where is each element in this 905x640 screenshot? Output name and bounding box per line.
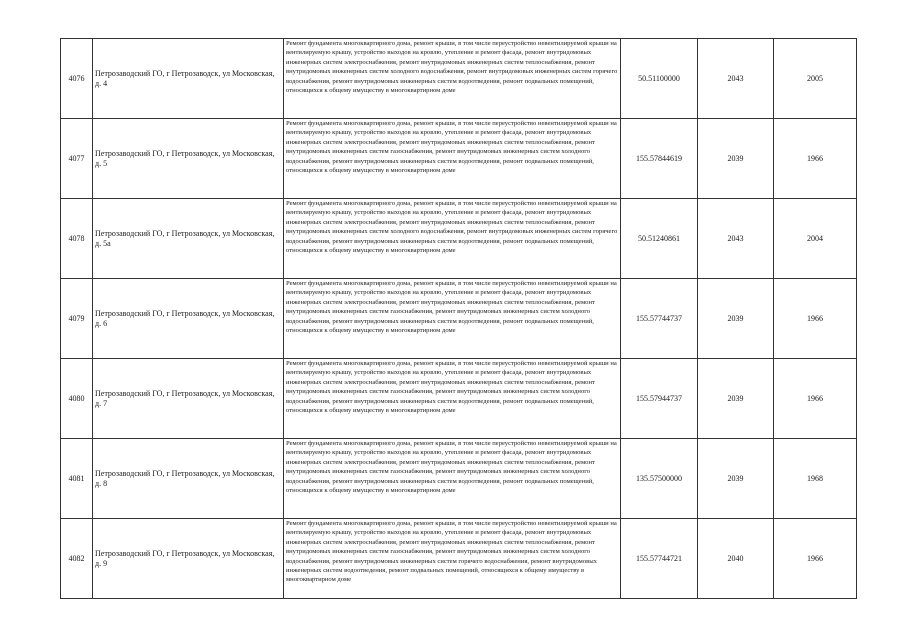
row-plan-year: 2039 (698, 359, 774, 439)
row-number: 4081 (61, 439, 93, 519)
table-row (61, 439, 857, 519)
row-number: 4080 (61, 359, 93, 439)
table-body (61, 39, 857, 599)
table-row (61, 39, 857, 119)
row-cost: 155.57744721 (621, 519, 698, 599)
row-address: Петрозаводский ГО, г Петрозаводск, ул Московская, д. 9 (93, 519, 284, 599)
row-built-year: 1966 (774, 359, 857, 439)
row-address: Петрозаводский ГО, г Петрозаводск, ул Московская, д. 4 (93, 39, 284, 119)
row-cost: 50.51240861 (621, 199, 698, 279)
row-built-year: 1966 (774, 519, 857, 599)
row-cost: 155.57844619 (621, 119, 698, 199)
row-cost: 135.57500000 (621, 439, 698, 519)
row-built-year: 2004 (774, 199, 857, 279)
row-plan-year: 2039 (698, 439, 774, 519)
row-cost: 50.51100000 (621, 39, 698, 119)
row-works: Ремонт фундамента многоквартирного дома, ремонт крыши, в том числе переустройство невентилируемой крыши на вентилируемую крышу, устройство выходов на кровлю, утепление и ремонт фасада, ремонт внутридомовых инженерных систем электроснабжения, ремонт внутридомовых инженерных систем теплоснабжения, ремонт внутридомовых инженерных систем газоснабжения, ремонт внутридомовых инженерных систем холодного водоснабжения, ремонт внутридомовых инженерных систем водоотведения, ремонт подвальных помещений, относящихся к общему имуществу в многоквартирном доме (284, 439, 621, 519)
row-number: 4079 (61, 279, 93, 359)
row-cost: 155.57944737 (621, 359, 698, 439)
row-number: 4077 (61, 119, 93, 199)
row-built-year: 1966 (774, 279, 857, 359)
row-number: 4078 (61, 199, 93, 279)
table-row (61, 519, 857, 599)
row-address: Петрозаводский ГО, г Петрозаводск, ул Московская, д. 5 (93, 119, 284, 199)
row-address: Петрозаводский ГО, г Петрозаводск, ул Московская, д. 5а (93, 199, 284, 279)
row-address: Петрозаводский ГО, г Петрозаводск, ул Московская, д. 7 (93, 359, 284, 439)
row-address: Петрозаводский ГО, г Петрозаводск, ул Московская, д. 8 (93, 439, 284, 519)
table-row (61, 279, 857, 359)
row-plan-year: 2043 (698, 199, 774, 279)
table-row (61, 199, 857, 279)
row-works: Ремонт фундамента многоквартирного дома, ремонт крыши, в том числе переустройство невентилируемой крыши на вентилируемую крышу, устройство выходов на кровлю, утепление и ремонт фасада, ремонт внутридомовых инженерных систем электроснабжения, ремонт внутридомовых инженерных систем теплоснабжения, ремонт внутридомовых инженерных систем газоснабжения, ремонт внутридомовых инженерных систем холодного водоснабжения, ремонт внутридомовых инженерных систем водоотведения, ремонт подвальных помещений, относящихся к общему имуществу в многоквартирном доме (284, 359, 621, 439)
row-number: 4076 (61, 39, 93, 119)
row-plan-year: 2043 (698, 39, 774, 119)
table-row (61, 119, 857, 199)
row-address: Петрозаводский ГО, г Петрозаводск, ул Московская, д. 6 (93, 279, 284, 359)
row-works: Ремонт фундамента многоквартирного дома, ремонт крыши, в том числе переустройство невентилируемой крыши на вентилируемую крышу, устройство выходов на кровлю, утепление и ремонт фасада, ремонт внутридомовых инженерных систем электроснабжения, ремонт внутридомовых инженерных систем теплоснабжения, ремонт внутридомовых инженерных систем газоснабжения, ремонт внутридомовых инженерных систем холодного водоснабжения, ремонт внутридомовых инженерных систем горячего водоснабжения, ремонт внутридомовых инженерных систем водоотведения, ремонт подвальных помещений, относящихся к общему имуществу в многоквартирном доме (284, 519, 621, 599)
row-built-year: 1968 (774, 439, 857, 519)
row-plan-year: 2039 (698, 119, 774, 199)
row-cost: 155.57744737 (621, 279, 698, 359)
row-works: Ремонт фундамента многоквартирного дома, ремонт крыши, в том числе переустройство невентилируемой крыши на вентилируемую крышу, устройство выходов на кровлю, утепление и ремонт фасада, ремонт внутридомовых инженерных систем электроснабжения, ремонт внутридомовых инженерных систем теплоснабжения, ремонт внутридомовых инженерных систем холодного водоснабжения, ремонт внутридомовых инженерных систем горячего водоснабжения, ремонт внутридомовых инженерных систем водоотведения, ремонт подвальных помещений, относящихся к общему имуществу в многоквартирном доме (284, 199, 621, 279)
table-row (61, 359, 857, 439)
row-plan-year: 2039 (698, 279, 774, 359)
repair-program-table (60, 38, 857, 599)
row-works: Ремонт фундамента многоквартирного дома, ремонт крыши, в том числе переустройство невентилируемой крыши на вентилируемую крышу, устройство выходов на кровлю, утепление и ремонт фасада, ремонт внутридомовых инженерных систем электроснабжения, ремонт внутридомовых инженерных систем теплоснабжения, ремонт внутридомовых инженерных систем холодного водоснабжения, ремонт внутридомовых инженерных систем горячего водоснабжения, ремонт внутридомовых инженерных систем водоотведения, ремонт подвальных помещений, относящихся к общему имуществу в многоквартирном доме (284, 39, 621, 119)
row-built-year: 2005 (774, 39, 857, 119)
row-number: 4082 (61, 519, 93, 599)
row-works: Ремонт фундамента многоквартирного дома, ремонт крыши, в том числе переустройство невентилируемой крыши на вентилируемую крышу, устройство выходов на кровлю, утепление и ремонт фасада, ремонт внутридомовых инженерных систем электроснабжения, ремонт внутридомовых инженерных систем теплоснабжения, ремонт внутридомовых инженерных систем газоснабжения, ремонт внутридомовых инженерных систем холодного водоснабжения, ремонт внутридомовых инженерных систем водоотведения, ремонт подвальных помещений, относящихся к общему имуществу в многоквартирном доме (284, 119, 621, 199)
row-works: Ремонт фундамента многоквартирного дома, ремонт крыши, в том числе переустройство невентилируемой крыши на вентилируемую крышу, устройство выходов на кровлю, утепление и ремонт фасада, ремонт внутридомовых инженерных систем электроснабжения, ремонт внутридомовых инженерных систем теплоснабжения, ремонт внутридомовых инженерных систем газоснабжения, ремонт внутридомовых инженерных систем холодного водоснабжения, ремонт внутридомовых инженерных систем водоотведения, ремонт подвальных помещений, относящихся к общему имуществу в многоквартирном доме (284, 279, 621, 359)
row-built-year: 1966 (774, 119, 857, 199)
row-plan-year: 2040 (698, 519, 774, 599)
